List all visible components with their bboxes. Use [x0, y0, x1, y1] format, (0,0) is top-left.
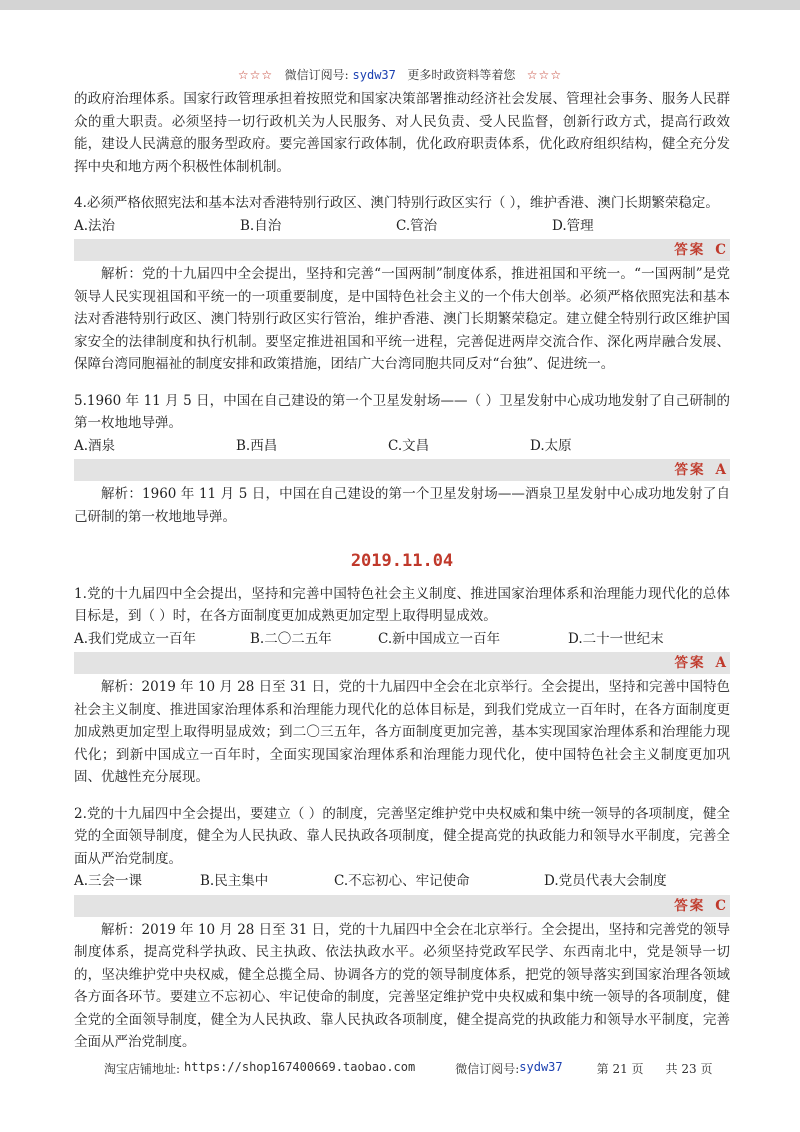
header-tagline: 更多时政资料等着您 — [407, 68, 516, 82]
answer-value: A — [715, 462, 726, 478]
analysis-5: 解析：1960 年 11 月 5 日，中国在自己建设的第一个卫星发射场——酒泉卫星发射中心成功地发射了自己研制的第一枚地地导弹。 — [74, 486, 730, 525]
option-d: D.管理 — [552, 217, 594, 234]
option-b: B.民主集中 — [200, 873, 269, 889]
page-header — [0, 66, 800, 83]
answer-value: C — [715, 242, 726, 258]
option-a: A.酒泉 — [74, 437, 116, 454]
option-b: B.自治 — [240, 217, 282, 234]
star-icon-right: ☆☆☆ — [526, 68, 563, 82]
question-5-options — [74, 435, 730, 458]
question-5: 5.1960 年 11 月 5 日，中国在自己建设的第一个卫星发射场——（ ）卫星发射中心成功地发射了自己研制的第一枚地地导弹。 — [74, 392, 730, 431]
star-icon-left: ☆☆☆ — [237, 68, 274, 82]
question-2-options — [74, 870, 730, 893]
footer-wx-label: 微信订阅号: — [455, 1062, 520, 1076]
question-1: 1.党的十九届四中全会提出，坚持和完善中国特色社会主义制度、推进国家治理体系和治理能力现代化的总体目标是，到（ ）时，在各方面制度更加成熟更加定型上取得明显成效。 — [74, 585, 730, 624]
question-4: 4.必须严格依照宪法和基本法对香港特别行政区、澳门特别行政区实行（ ），维护香港、澳门长期繁荣稳定。 — [74, 195, 719, 211]
footer-wx-account: sydw37 — [519, 1060, 563, 1074]
header-account: sydw37 — [352, 68, 396, 82]
option-c: C.文昌 — [388, 437, 430, 454]
question-1-options — [74, 628, 730, 651]
option-c: C.管治 — [396, 217, 438, 234]
top-gray-bar — [0, 0, 800, 10]
shop-url[interactable]: https://shop167400669.taobao.com — [184, 1060, 416, 1074]
option-a: A.法治 — [74, 217, 116, 234]
shop-label: 淘宝店铺地址: — [104, 1062, 181, 1076]
page-footer — [104, 1060, 724, 1077]
option-c: C.新中国成立一百年 — [378, 630, 501, 647]
option-b: B.西昌 — [236, 437, 278, 454]
answer-value: A — [715, 655, 726, 671]
option-d: D.二十一世纪末 — [568, 630, 664, 647]
date-heading: 2019.11.04 — [350, 551, 454, 571]
analysis-2: 解析：2019 年 10 月 28 日至 31 日，党的十九届四中全会在北京举行。全会提出，坚持和完善党的领导制度体系，提高党科学执政、民主执政、依法执政水平。必须坚持党政军民学、东西南北中，党是领导一切的，坚决维护党中央权威，健全总揽全局、协调各方的党的领导制度体系，把党的领导落实到国家治理各领域各方面各环节。要建立不忘初心、牢记使命的制度，完善坚定维护党中央权威和集中统一领导的各项制度，健全党的全面领导制度，健全为人民执政、靠人民执政各项制度，健全提高党的执政能力和领导水平制度，完善全面从严治党制度。 — [74, 921, 730, 1050]
option-d: D.党员代表大会制度 — [544, 873, 667, 889]
intro-paragraph: 的政府治理体系。国家行政管理承担着按照党和国家决策部署推动经济社会发展、管理社会事务、服务人民群众的重大职责。必须坚持一切行政机关为人民服务、对人民负责、受人民监督，创新行政方式，提高行政效能，建设人民满意的服务型政府。要完善国家行政体制，优化政府职责体系，优化政府组织结构，健全充分发挥中央和地方两个积极性体制机制。 — [74, 91, 730, 175]
question-4-options — [74, 215, 730, 238]
answer-label: 答案 — [674, 655, 706, 671]
option-c: C.不忘初心、牢记使命 — [334, 873, 470, 889]
analysis-4: 解析：党的十九届四中全会提出，坚持和完善“一国两制”制度体系，推进祖国和平统一。“一国两制”是党领导人民实现祖国和平统一的一项重要制度，是中国特色社会主义的一个伟大创举。必须严格依照宪法和基本法对香港特别行政区、澳门特别行政区实行管治，维护香港、澳门长期繁荣稳定。建立健全特别行政区维护国家安全的法律制度和执行机制。要坚定推进祖国和平统一进程，完善促进两岸交流合作、深化两岸融合发展、保障台湾同胞福祉的制度安排和政策措施，团结广大台湾同胞共同反对“台独”、促进统一。 — [74, 266, 730, 372]
option-a: A.我们党成立一百年 — [74, 630, 197, 647]
answer-label: 答案 — [674, 242, 706, 258]
page-number: 第 21 页 — [596, 1062, 644, 1076]
answer-bar — [74, 895, 730, 917]
analysis-1: 解析：2019 年 10 月 28 日至 31 日，党的十九届四中全会在北京举行。全会提出，坚持和完善中国特色社会主义制度、推进国家治理体系和治理能力现代化的总体目标是，到我们党成立一百年时，在各方面制度更加成熟更加定型上取得明显成效；到二〇三五年，各方面制度更加完善，基本实现国家治理体系和治理能力现代化；到新中国成立一百年时，全面实现国家治理体系和治理能力现代化，使中国特色社会主义制度更加巩固、优越性充分展现。 — [74, 679, 730, 785]
answer-bar — [74, 652, 730, 674]
answer-label: 答案 — [674, 462, 706, 478]
answer-bar — [74, 459, 730, 481]
answer-bar — [74, 239, 730, 261]
total-pages: 共 23 页 — [665, 1062, 713, 1076]
header-label: 微信订阅号: — [284, 68, 349, 82]
option-d: D.太原 — [530, 437, 572, 454]
option-b: B.二〇二五年 — [250, 630, 332, 647]
answer-label: 答案 — [674, 897, 706, 914]
answer-value: C — [715, 897, 726, 914]
option-a: A.三会一课 — [74, 873, 143, 889]
question-2: 2.党的十九届四中全会提出，要建立（ ）的制度，完善坚定维护党中央权威和集中统一领导的各项制度，健全党的全面领导制度，健全为人民执政、靠人民执政各项制度，健全提高党的执政能力和领导水平制度，完善全面从严治党制度。 — [74, 805, 730, 867]
page-content — [74, 88, 730, 1054]
